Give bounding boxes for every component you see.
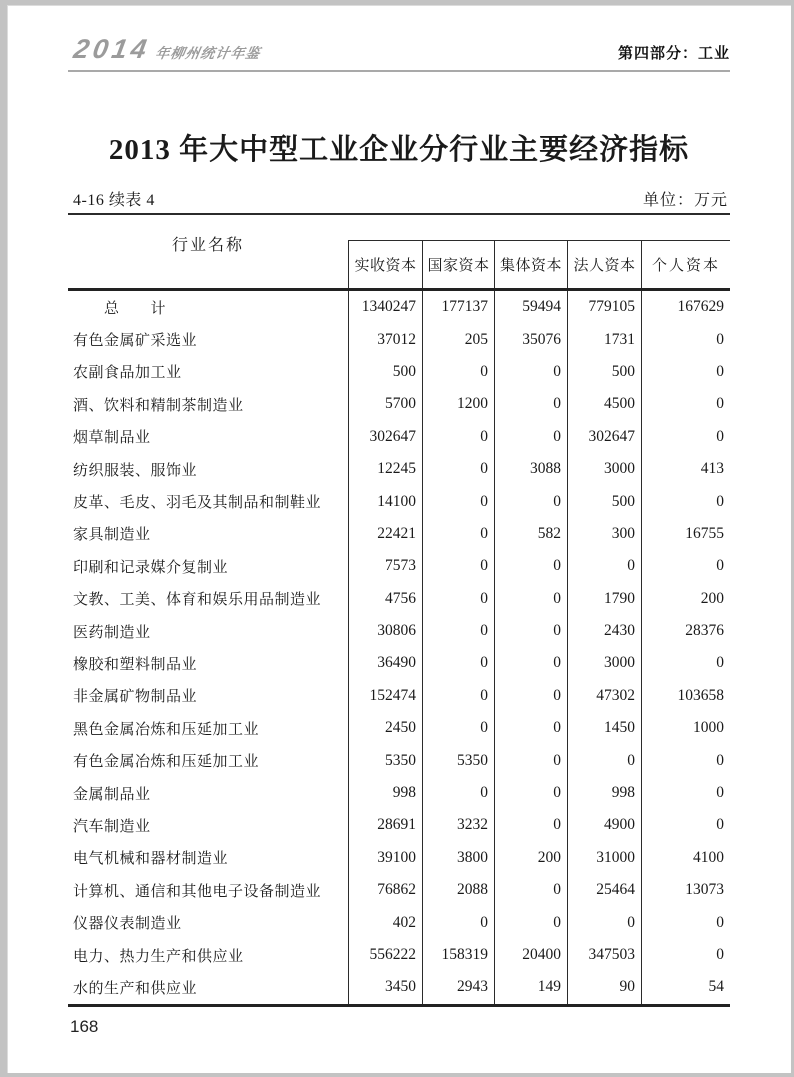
value-cell: 2943 xyxy=(422,971,494,1003)
value-cell: 4100 xyxy=(641,842,730,874)
value-cell: 300 xyxy=(567,518,641,550)
value-cell: 0 xyxy=(567,744,641,776)
yearbook-logo xyxy=(71,34,264,65)
value-cell: 28376 xyxy=(641,615,730,647)
value-cell: 3232 xyxy=(422,809,494,841)
unit-label: 单位：万元 xyxy=(642,192,728,209)
value-cell: 5350 xyxy=(348,744,422,776)
table-row xyxy=(68,809,730,841)
value-cell: 0 xyxy=(641,939,730,971)
industry-name-cell: 非金属矿物制品业 xyxy=(73,689,198,706)
table-row xyxy=(68,712,730,744)
value-cell: 31000 xyxy=(567,842,641,874)
value-cell: 2450 xyxy=(348,712,422,744)
value-cell: 0 xyxy=(422,453,494,485)
value-cell: 0 xyxy=(494,550,567,582)
value-cell: 0 xyxy=(494,356,567,388)
industry-name-cell: 印刷和记录媒介复制业 xyxy=(73,559,229,576)
value-cell: 556222 xyxy=(348,939,422,971)
value-cell: 500 xyxy=(567,356,641,388)
value-cell: 76862 xyxy=(348,874,422,906)
value-cell: 0 xyxy=(641,550,730,582)
value-cell: 500 xyxy=(567,485,641,517)
value-column-headers xyxy=(348,240,730,288)
industry-name-cell: 家具制造业 xyxy=(73,527,151,544)
table-row xyxy=(68,518,730,550)
value-cell: 0 xyxy=(422,583,494,615)
value-cell: 0 xyxy=(422,615,494,647)
industry-name-cell: 橡胶和塑料制品业 xyxy=(73,656,198,673)
value-cell: 0 xyxy=(641,906,730,938)
value-cell: 2430 xyxy=(567,615,641,647)
table-meta-row xyxy=(68,189,730,215)
value-cell: 1000 xyxy=(641,712,730,744)
value-cell: 152474 xyxy=(348,680,422,712)
value-cell: 90 xyxy=(567,971,641,1003)
industry-name-cell: 金属制品业 xyxy=(73,786,151,803)
value-cell: 779105 xyxy=(567,291,641,323)
table-row xyxy=(68,939,730,971)
value-cell: 0 xyxy=(422,906,494,938)
value-cell: 2088 xyxy=(422,874,494,906)
table-row xyxy=(68,388,730,420)
value-cell: 0 xyxy=(494,680,567,712)
value-cell: 500 xyxy=(348,356,422,388)
value-cell: 0 xyxy=(641,485,730,517)
table-row xyxy=(68,583,730,615)
table-row xyxy=(68,421,730,453)
value-cell: 0 xyxy=(422,518,494,550)
industry-name-column-header: 行业名称 xyxy=(171,237,244,254)
value-cell: 0 xyxy=(641,388,730,420)
table-row xyxy=(68,777,730,809)
value-cell: 59494 xyxy=(494,291,567,323)
value-cell: 35076 xyxy=(494,323,567,355)
section-label: 第四部分：工业 xyxy=(617,46,730,62)
value-cell: 25464 xyxy=(567,874,641,906)
value-cell: 3450 xyxy=(348,971,422,1003)
value-cell: 0 xyxy=(422,485,494,517)
value-cell: 1340247 xyxy=(348,291,422,323)
value-cell: 39100 xyxy=(348,842,422,874)
value-cell: 3088 xyxy=(494,453,567,485)
value-cell: 103658 xyxy=(641,680,730,712)
value-cell: 302647 xyxy=(567,421,641,453)
table-row xyxy=(68,485,730,517)
value-cell: 302647 xyxy=(348,421,422,453)
table-row xyxy=(68,971,730,1003)
page-title: 2013 年大中型工业企业分行业主要经济指标 xyxy=(108,134,690,166)
value-cell: 0 xyxy=(422,647,494,679)
value-cell: 13073 xyxy=(641,874,730,906)
industry-name-cell: 电气机械和器材制造业 xyxy=(73,851,229,868)
value-cell: 3800 xyxy=(422,842,494,874)
value-cell: 0 xyxy=(494,809,567,841)
value-cell: 0 xyxy=(422,356,494,388)
industry-name-cell: 计算机、通信和其他电子设备制造业 xyxy=(73,883,322,900)
value-cell: 3000 xyxy=(567,647,641,679)
value-cell: 4900 xyxy=(567,809,641,841)
table-row xyxy=(68,550,730,582)
value-cell: 20400 xyxy=(494,939,567,971)
value-cell: 16755 xyxy=(641,518,730,550)
value-cell: 0 xyxy=(494,647,567,679)
value-cell: 205 xyxy=(422,323,494,355)
table-row xyxy=(68,842,730,874)
value-cell: 200 xyxy=(641,583,730,615)
value-cell: 14100 xyxy=(348,485,422,517)
yearbook-logo-title: 年柳州统计年鉴 xyxy=(154,45,262,61)
value-cell: 0 xyxy=(494,583,567,615)
industry-name-cell: 酒、饮料和精制茶制造业 xyxy=(73,397,244,414)
table-row xyxy=(68,323,730,355)
value-cell: 0 xyxy=(641,809,730,841)
value-cell: 347503 xyxy=(567,939,641,971)
industry-name-cell: 医药制造业 xyxy=(73,624,151,641)
value-cell: 0 xyxy=(641,323,730,355)
table-header xyxy=(68,215,730,291)
value-cell: 36490 xyxy=(348,647,422,679)
value-cell: 5350 xyxy=(422,744,494,776)
value-cell: 0 xyxy=(494,906,567,938)
industry-name-cell: 仪器仪表制造业 xyxy=(73,916,182,933)
value-cell: 47302 xyxy=(567,680,641,712)
value-cell: 28691 xyxy=(348,809,422,841)
table-body xyxy=(68,291,730,1007)
value-cell: 0 xyxy=(494,777,567,809)
value-cell: 1200 xyxy=(422,388,494,420)
table-number: 4-16 续表 4 xyxy=(73,192,155,209)
value-cell: 0 xyxy=(422,680,494,712)
value-cell: 413 xyxy=(641,453,730,485)
table-row xyxy=(68,615,730,647)
value-cell: 0 xyxy=(422,777,494,809)
running-head xyxy=(68,33,730,72)
value-cell: 0 xyxy=(641,744,730,776)
value-cell: 4756 xyxy=(348,583,422,615)
value-cell: 0 xyxy=(641,647,730,679)
value-cell: 0 xyxy=(494,615,567,647)
yearbook-logo-year: 2014 xyxy=(71,34,153,64)
value-cell: 1450 xyxy=(567,712,641,744)
value-cell: 5700 xyxy=(348,388,422,420)
industry-name-cell: 文教、工美、体育和娱乐用品制造业 xyxy=(73,592,322,609)
value-cell: 7573 xyxy=(348,550,422,582)
value-cell: 3000 xyxy=(567,453,641,485)
value-column-header: 个人资本 xyxy=(641,241,730,288)
value-column-header: 集体资本 xyxy=(494,241,567,288)
value-cell: 0 xyxy=(494,712,567,744)
value-cell: 0 xyxy=(422,712,494,744)
value-cell: 30806 xyxy=(348,615,422,647)
value-cell: 0 xyxy=(494,421,567,453)
industry-name-cell: 烟草制品业 xyxy=(73,430,151,447)
value-cell: 4500 xyxy=(567,388,641,420)
table-row xyxy=(68,874,730,906)
table-row xyxy=(68,680,730,712)
value-cell: 0 xyxy=(494,744,567,776)
page-number: 168 xyxy=(70,1017,99,1036)
industry-name-cell: 电力、热力生产和供应业 xyxy=(73,948,244,965)
value-cell: 158319 xyxy=(422,939,494,971)
value-cell: 0 xyxy=(641,356,730,388)
value-cell: 149 xyxy=(494,971,567,1003)
value-cell: 37012 xyxy=(348,323,422,355)
value-cell: 0 xyxy=(641,421,730,453)
value-cell: 0 xyxy=(641,777,730,809)
table-row xyxy=(68,906,730,938)
industry-name-cell: 总 计 xyxy=(73,300,167,317)
value-cell: 22421 xyxy=(348,518,422,550)
value-cell: 167629 xyxy=(641,291,730,323)
value-cell: 402 xyxy=(348,906,422,938)
document-page xyxy=(7,5,791,1073)
value-cell: 0 xyxy=(422,550,494,582)
value-cell: 177137 xyxy=(422,291,494,323)
table-row xyxy=(68,453,730,485)
value-column-header: 实收资本 xyxy=(348,241,422,288)
value-cell: 54 xyxy=(641,971,730,1003)
value-cell: 0 xyxy=(567,550,641,582)
value-column-header: 法人资本 xyxy=(567,241,641,288)
table-row xyxy=(68,356,730,388)
value-cell: 998 xyxy=(567,777,641,809)
value-cell: 0 xyxy=(422,421,494,453)
industry-name-cell: 水的生产和供应业 xyxy=(73,980,198,997)
industry-name-cell: 有色金属矿采选业 xyxy=(73,333,198,350)
table-row xyxy=(68,647,730,679)
value-cell: 0 xyxy=(494,485,567,517)
value-cell: 0 xyxy=(567,906,641,938)
value-column-header: 国家资本 xyxy=(422,241,494,288)
table-row xyxy=(68,744,730,776)
value-cell: 0 xyxy=(494,874,567,906)
industry-name-cell: 汽车制造业 xyxy=(73,818,151,835)
value-cell: 12245 xyxy=(348,453,422,485)
value-cell: 582 xyxy=(494,518,567,550)
industry-name-cell: 有色金属冶炼和压延加工业 xyxy=(73,754,260,771)
industry-name-cell: 农副食品加工业 xyxy=(73,365,182,382)
value-cell: 0 xyxy=(494,388,567,420)
industry-name-cell: 纺织服装、服饰业 xyxy=(73,462,198,479)
industry-name-cell: 黑色金属冶炼和压延加工业 xyxy=(73,721,260,738)
value-cell: 200 xyxy=(494,842,567,874)
value-cell: 1790 xyxy=(567,583,641,615)
table-row xyxy=(68,291,730,323)
industry-name-cell: 皮革、毛皮、羽毛及其制品和制鞋业 xyxy=(73,495,322,512)
value-cell: 998 xyxy=(348,777,422,809)
value-cell: 1731 xyxy=(567,323,641,355)
